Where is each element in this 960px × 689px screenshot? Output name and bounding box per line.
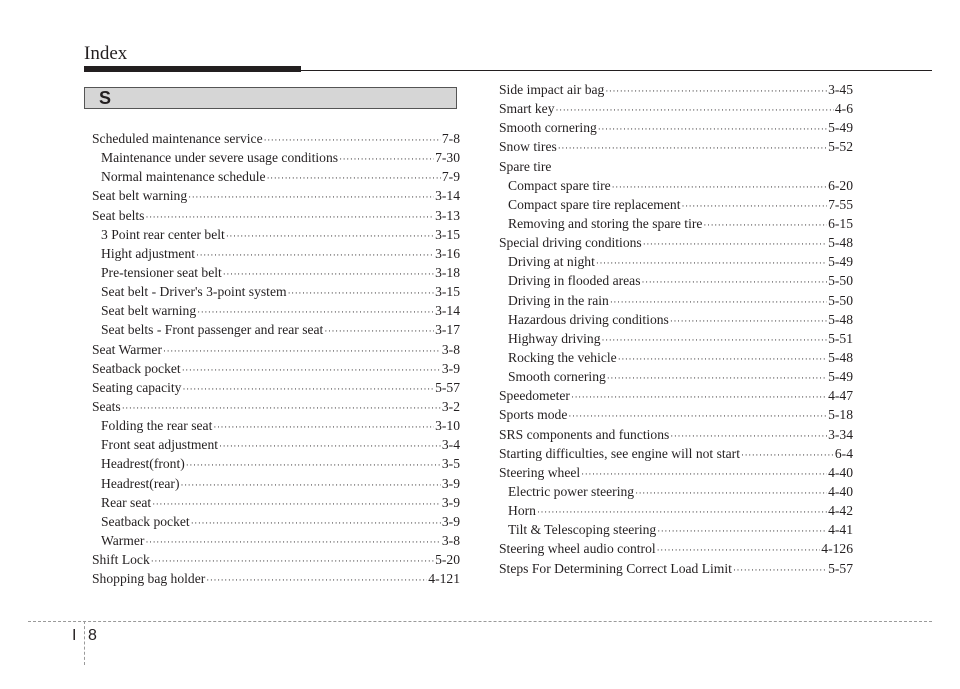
index-entry-label: Smooth cornering <box>508 369 606 385</box>
index-entry-page: 3-2 <box>441 398 460 414</box>
index-entry-label: Steps For Determining Correct Load Limit <box>499 560 732 576</box>
dot-leader <box>219 437 441 456</box>
index-entry <box>499 291 853 310</box>
index-entry-page: 3-8 <box>441 532 460 548</box>
index-entry <box>92 186 460 205</box>
section-header-bar <box>84 87 457 109</box>
index-entry-page: 5-48 <box>828 349 853 365</box>
dot-leader <box>741 446 834 465</box>
dot-leader <box>635 484 827 503</box>
index-entry-label: Seat belt warning <box>101 303 197 319</box>
dot-leader <box>182 380 434 399</box>
dot-leader <box>642 273 828 292</box>
index-entry-page: 3-16 <box>435 245 460 261</box>
index-entry-label: Rear seat <box>101 494 152 510</box>
index-entry <box>92 282 460 301</box>
dot-leader <box>598 120 827 139</box>
index-entry-page: 3-4 <box>441 437 460 453</box>
index-entry <box>92 454 460 473</box>
dot-leader <box>643 235 827 254</box>
index-entry-label: Sports mode <box>499 407 568 423</box>
index-entry-label: Seat belt - Driver's 3-point system <box>101 284 287 300</box>
index-entry-label: Seat belts - Front passenger and rear seat <box>101 322 324 338</box>
footer-divider <box>84 621 85 665</box>
index-entry <box>499 348 853 367</box>
index-entry-label: Removing and storing the spare tire <box>508 215 703 231</box>
dot-leader <box>602 331 828 350</box>
index-entry-label: Highway driving <box>508 330 601 346</box>
index-entry-label: Seatback pocket <box>92 360 181 376</box>
index-entry <box>499 176 853 195</box>
index-entry-page: 4-42 <box>828 503 853 519</box>
index-entry-page: 3-15 <box>435 284 460 300</box>
dot-leader <box>703 216 827 235</box>
index-entry-page: 6-15 <box>828 215 853 231</box>
index-entry-page: 3-14 <box>435 303 460 319</box>
dot-leader <box>206 571 427 590</box>
index-entry-page: 7-8 <box>441 131 460 146</box>
dot-leader <box>186 456 441 475</box>
footer-rule <box>28 621 932 622</box>
index-entry-page: 4-40 <box>828 483 853 499</box>
index-entry-page: 3-14 <box>435 188 460 204</box>
index-entry <box>499 329 853 348</box>
index-entry <box>499 157 853 176</box>
index-entry <box>92 474 460 493</box>
header-rule-thin <box>84 70 932 71</box>
index-entry-label: Hight adjustment <box>101 245 196 261</box>
index-entry-page: 5-49 <box>828 254 853 270</box>
index-entry <box>92 129 460 148</box>
index-entry-label: Steering wheel <box>499 464 581 480</box>
index-entry-page: 5-50 <box>828 273 853 289</box>
dot-leader <box>180 476 440 495</box>
index-entry <box>92 263 460 282</box>
index-column-right <box>499 80 853 578</box>
index-entry-page: 5-49 <box>828 369 853 385</box>
index-entry <box>92 359 460 378</box>
index-entry <box>92 569 460 588</box>
index-entry-label: Speedometer <box>499 388 570 404</box>
index-entry <box>92 531 460 550</box>
index-entry-page: 6-4 <box>834 445 853 461</box>
index-entry-page: 3-17 <box>435 322 460 338</box>
index-entry <box>92 550 460 569</box>
dot-leader <box>191 514 441 533</box>
index-entry-label: Snow tires <box>499 139 557 155</box>
index-entry-label: Driving at night <box>508 254 595 270</box>
index-entry <box>499 99 853 118</box>
index-entry <box>92 512 460 531</box>
index-entry-label: Shopping bag holder <box>92 571 206 587</box>
index-entry <box>92 244 460 263</box>
index-entry-page: 4-126 <box>821 541 853 557</box>
index-entry-page: 3-9 <box>441 360 460 376</box>
index-entry-label: Seating capacity <box>92 379 182 395</box>
dot-leader <box>213 418 434 437</box>
dot-leader <box>571 388 827 407</box>
index-entry-label: Scheduled maintenance service <box>92 131 263 146</box>
dot-leader <box>188 188 434 207</box>
index-entry-page: 5-48 <box>828 235 853 251</box>
index-entry-page: 3-10 <box>435 418 460 434</box>
index-entry <box>499 482 853 501</box>
index-entry-label: Steering wheel audio control <box>499 541 656 557</box>
index-entry-label: SRS components and functions <box>499 426 670 442</box>
index-entry <box>499 195 853 214</box>
dot-leader <box>618 350 827 369</box>
index-entry <box>499 501 853 520</box>
index-entry <box>499 214 853 233</box>
index-entry-label: Horn <box>508 503 536 519</box>
index-entry <box>499 520 853 539</box>
index-entry <box>499 386 853 405</box>
index-entry-page: 3-9 <box>441 475 460 491</box>
index-entry <box>499 559 853 578</box>
index-entry <box>92 148 460 167</box>
index-entry-page: 7-55 <box>828 196 853 212</box>
index-entry-page: 4-40 <box>828 464 853 480</box>
index-entry-page: 5-57 <box>435 379 460 395</box>
index-column-left <box>92 129 460 588</box>
index-entry-page: 4-47 <box>828 388 853 404</box>
index-entry-label: Front seat adjustment <box>101 437 219 453</box>
header-rule-thick <box>84 66 301 72</box>
index-entry <box>92 493 460 512</box>
index-entry-page: 4-121 <box>428 571 460 587</box>
index-entry <box>499 367 853 386</box>
index-entry-page: 4-6 <box>834 101 853 117</box>
dot-leader <box>163 342 441 361</box>
index-entry-page: 7-9 <box>441 169 460 185</box>
index-entry-label: Smart key <box>499 101 555 117</box>
index-entry-label: Seat belts <box>92 207 145 223</box>
index-entry <box>92 301 460 320</box>
index-entry <box>499 137 853 156</box>
index-entry-label: Starting difficulties, see engine will not start <box>499 445 740 461</box>
dot-leader <box>145 533 440 552</box>
index-entry-page: 5-49 <box>828 120 853 136</box>
index-entry-page: 5-50 <box>828 292 853 308</box>
dot-leader <box>152 495 441 514</box>
index-entry-label: Seats <box>92 398 121 414</box>
index-entry-label: Folding the rear seat <box>101 418 213 434</box>
index-entry-label: Seat belt warning <box>92 188 188 204</box>
index-entry <box>92 206 460 225</box>
dot-leader <box>733 561 827 580</box>
index-entry-page: 3-18 <box>435 264 460 280</box>
index-entry-page: 5-18 <box>828 407 853 423</box>
index-entry-page: 5-20 <box>435 552 460 568</box>
index-entry <box>499 310 853 329</box>
index-entry-label: Driving in the rain <box>508 292 609 308</box>
dot-leader <box>339 150 434 169</box>
index-entry-page: 3-15 <box>435 226 460 242</box>
index-entry <box>499 233 853 252</box>
index-entry-label: Seat Warmer <box>92 341 162 357</box>
index-entry-label: Seatback pocket <box>101 513 190 529</box>
index-entry-label: Headrest(front) <box>101 456 185 472</box>
dot-leader <box>556 101 834 120</box>
dot-leader <box>324 322 434 341</box>
dot-leader <box>226 227 434 246</box>
page-title: Index <box>84 43 128 64</box>
index-entry <box>92 397 460 416</box>
index-entry <box>499 539 853 558</box>
index-entry-page: 3-45 <box>828 82 853 97</box>
page-number-prefix: I <box>72 627 77 644</box>
dot-leader <box>605 82 827 101</box>
section-letter: S <box>99 88 112 108</box>
index-entry-label: Side impact air bag <box>499 82 605 97</box>
index-entry-page: 5-52 <box>828 139 853 155</box>
index-entry-label: Spare tire <box>499 158 552 174</box>
index-entry-label: Compact spare tire replacement <box>508 196 681 212</box>
index-entry <box>499 444 853 463</box>
index-entry-label: Warmer <box>101 532 145 548</box>
index-entry-page: 3-34 <box>828 426 853 442</box>
index-entry-label: Pre-tensioner seat belt <box>101 264 222 280</box>
index-entry <box>499 252 853 271</box>
dot-leader <box>681 197 827 216</box>
dot-leader <box>267 169 441 188</box>
index-entry <box>499 80 853 99</box>
index-entry <box>92 225 460 244</box>
index-entry <box>499 271 853 290</box>
index-entry-label: Tilt & Telescoping steering <box>508 522 657 538</box>
index-entry <box>92 340 460 359</box>
dot-leader <box>182 361 441 380</box>
index-entry-label: Smooth cornering <box>499 120 597 136</box>
index-entry <box>499 118 853 137</box>
index-entry <box>92 435 460 454</box>
index-entry <box>92 320 460 339</box>
page-number: 8 <box>88 627 97 644</box>
index-entry-page: 3-13 <box>435 207 460 223</box>
index-entry-label: Electric power steering <box>508 483 635 499</box>
index-entry-page: 5-48 <box>828 311 853 327</box>
dot-leader <box>288 284 435 303</box>
index-entry-page: 5-57 <box>828 560 853 576</box>
index-entry <box>499 425 853 444</box>
index-entry-label: Special driving conditions <box>499 235 642 251</box>
index-entry-page: 7-30 <box>435 150 460 166</box>
index-entry-label: Headrest(rear) <box>101 475 180 491</box>
index-entry <box>92 416 460 435</box>
index-entry <box>499 405 853 424</box>
index-entry <box>92 167 460 186</box>
index-entry-page: 3-8 <box>441 341 460 357</box>
dot-leader <box>607 369 827 388</box>
index-entry-page: 5-51 <box>828 330 853 346</box>
index-entry-label: Driving in flooded areas <box>508 273 641 289</box>
index-entry-label: 3 Point rear center belt <box>101 226 225 242</box>
index-entry-label: Rocking the vehicle <box>508 349 617 365</box>
index-entry <box>92 378 460 397</box>
index-entry-label: Compact spare tire <box>508 177 611 193</box>
index-entry-label: Shift Lock <box>92 552 150 568</box>
index-entry-page: 4-41 <box>828 522 853 538</box>
dot-leader <box>657 522 827 541</box>
index-entry-label: Normal maintenance schedule <box>101 169 266 185</box>
index-entry <box>499 463 853 482</box>
index-entry-label: Maintenance under severe usage conditions <box>101 150 339 166</box>
dot-leader <box>558 139 827 158</box>
index-entry-label: Hazardous driving conditions <box>508 311 669 327</box>
index-entry-page: 3-9 <box>441 494 460 510</box>
dot-leader <box>670 312 827 331</box>
index-entry-page: 3-9 <box>441 513 460 529</box>
index-entry-page: 3-5 <box>441 456 460 472</box>
dot-leader <box>196 246 434 265</box>
index-entry-page: 6-20 <box>828 177 853 193</box>
